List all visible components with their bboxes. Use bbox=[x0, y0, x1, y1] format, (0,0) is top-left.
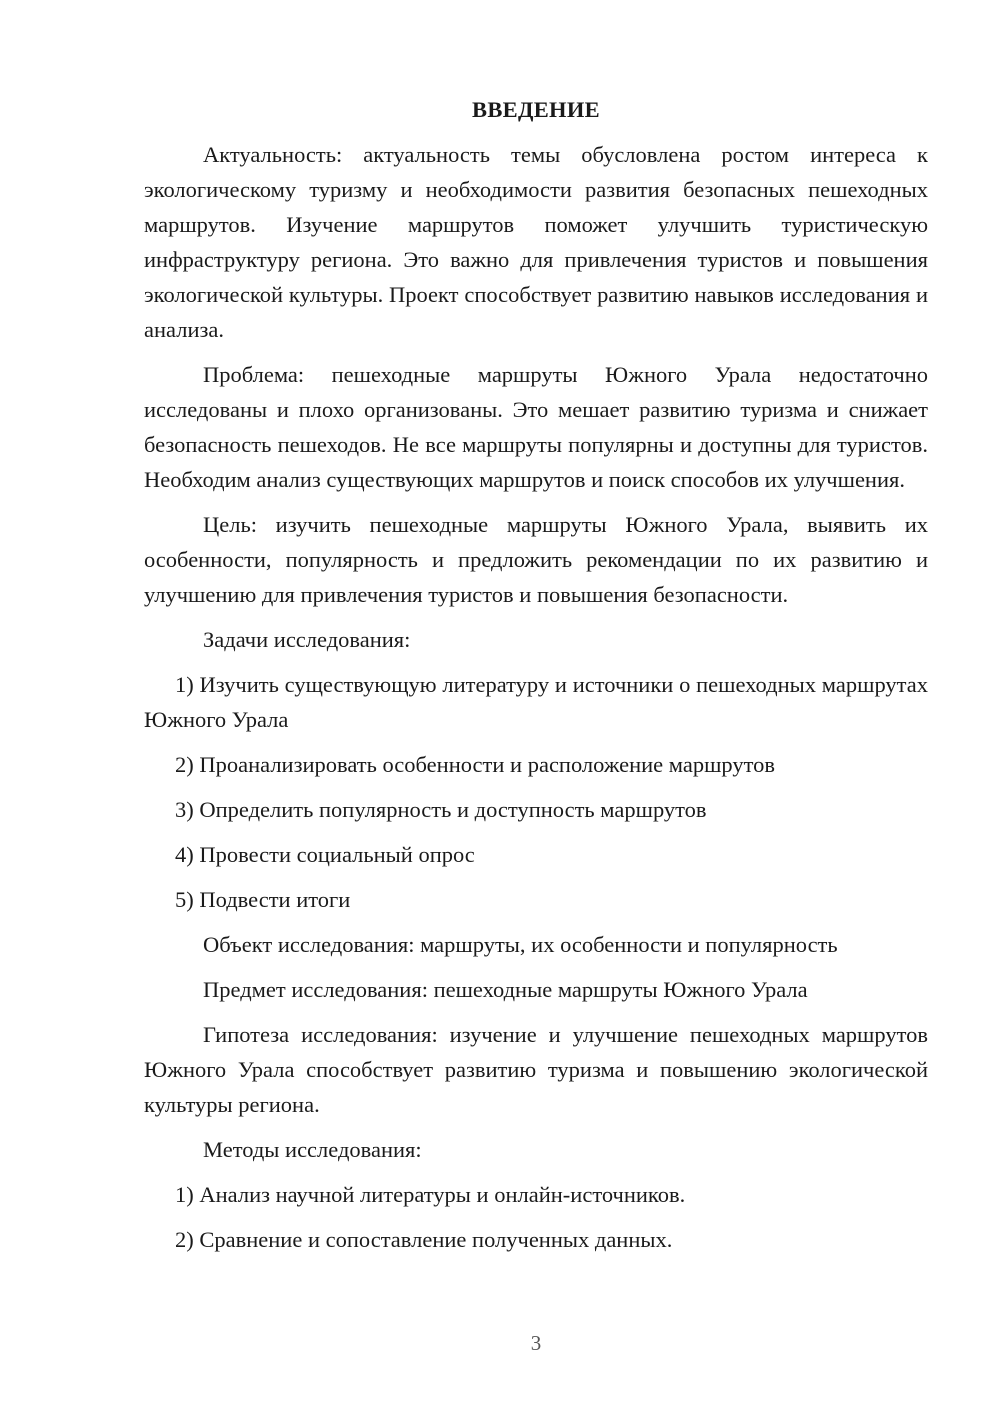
page-number: 3 bbox=[530, 1331, 542, 1355]
task-item-4: 4) Провести социальный опрос bbox=[175, 842, 475, 867]
document-page bbox=[144, 92, 928, 1267]
method-item-1: 1) Анализ научной литературы и онлайн-источников. bbox=[175, 1182, 686, 1207]
goal-paragraph: Цель: изучить пешеходные маршруты Южного Урала, выявить их особенности, популярность и предложить рекомендации по их развитию и улучшению для привлечения туристов и повышения безопасности. bbox=[144, 512, 928, 607]
methods-heading: Методы исследования: bbox=[203, 1137, 422, 1162]
section-title: ВВЕДЕНИЕ bbox=[472, 97, 600, 122]
task-item-3: 3) Определить популярность и доступность маршрутов bbox=[175, 797, 707, 822]
task-item-1: 1) Изучить существующую литературу и источники о пешеходных маршрутах Южного Урала bbox=[144, 672, 928, 732]
task-item-2: 2) Проанализировать особенности и расположение маршрутов bbox=[175, 752, 776, 777]
relevance-paragraph: Актуальность: актуальность темы обусловлена ростом интереса к экологическому туризму и необходимости развития безопасных пешеходных маршрутов. Изучение маршрутов поможет улучшить туристическую инфраструктуру региона. Это важно для привлечения туристов и повышения экологической культуры. Проект способствует развитию навыков исследования и анализа. bbox=[144, 142, 928, 342]
subject-paragraph: Предмет исследования: пешеходные маршруты Южного Урала bbox=[203, 977, 808, 1002]
tasks-heading: Задачи исследования: bbox=[203, 627, 411, 652]
hypothesis-paragraph: Гипотеза исследования: изучение и улучшение пешеходных маршрутов Южного Урала способствует развитию туризма и повышению экологической культуры региона. bbox=[144, 1022, 928, 1117]
problem-paragraph: Проблема: пешеходные маршруты Южного Урала недостаточно исследованы и плохо организованы. Это мешает развитию туризма и снижает безопасность пешеходов. Не все маршруты популярны и доступны для туристов. Необходим анализ существующих маршрутов и поиск способов их улучшения. bbox=[144, 362, 928, 492]
object-paragraph: Объект исследования: маршруты, их особенности и популярность bbox=[203, 932, 838, 957]
method-item-2: 2) Сравнение и сопоставление полученных данных. bbox=[175, 1227, 673, 1252]
task-item-5: 5) Подвести итоги bbox=[175, 887, 351, 912]
